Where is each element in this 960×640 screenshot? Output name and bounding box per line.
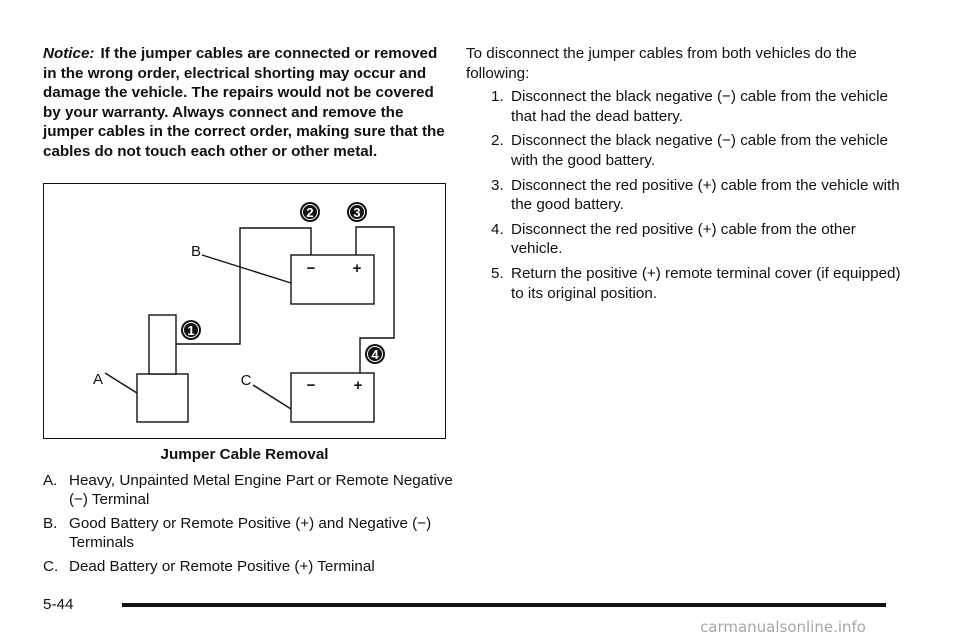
notice-text: If the jumper cables are connected or removed in the wrong order, electrical shorting may occur and damage the vehicle. The repairs would not be covered by your warranty. Always connect and remove the jumper cables in the correct order, making sure that the cables do not touch each other or other metal. [43, 45, 445, 160]
legend-key: C. [43, 558, 59, 576]
notice-label: Notice: [43, 45, 95, 62]
dead-battery-negative-mark: − [306, 377, 316, 394]
legend-text: Dead Battery or Remote Positive (+) Terminal [69, 558, 375, 576]
page-number: 5-44 [43, 596, 74, 613]
callout-2-number: 2 [306, 205, 314, 220]
step-number: 4. [491, 220, 504, 238]
engine-ground-block [137, 374, 188, 422]
step-number: 5. [491, 264, 504, 282]
label-c: C [240, 372, 252, 389]
callout-4 [365, 344, 385, 364]
step-text: Disconnect the red positive (+) cable from the other vehicle. [511, 220, 856, 258]
step-text: Disconnect the black negative (−) cable from the vehicle with the good battery. [511, 132, 888, 169]
step-item [466, 220, 906, 259]
diagram-svg [44, 184, 447, 440]
legend-key: B. [43, 515, 58, 533]
callout-3 [347, 202, 367, 222]
notice-block [43, 44, 453, 162]
legend-key: A. [43, 472, 58, 489]
good-battery-positive-mark: + [352, 260, 362, 277]
watermark: carmanualsonline.info [700, 618, 866, 636]
step-text: Disconnect the black negative (−) cable from the vehicle that had the dead battery. [511, 88, 888, 125]
legend-item [43, 515, 453, 552]
legend-text: Heavy, Unpainted Metal Engine Part or Remote Negative (−) Terminal [69, 472, 453, 508]
callout-4-number: 4 [371, 347, 379, 362]
instructions-steps [466, 87, 906, 303]
good-battery-negative-mark: − [306, 260, 316, 277]
callout-1-number: 1 [187, 323, 195, 338]
jumper-cable-diagram [43, 183, 446, 439]
notice-paragraph [43, 44, 453, 162]
label-b: B [190, 243, 202, 260]
good-battery [291, 255, 374, 304]
step-number: 3. [491, 176, 504, 194]
step-text: Disconnect the red positive (+) cable from the vehicle with the good battery. [511, 176, 900, 214]
step-item [466, 176, 906, 215]
legend-item [43, 558, 453, 577]
leader-b [202, 255, 291, 283]
callout-2 [300, 202, 320, 222]
callout-1 [181, 320, 201, 340]
instructions-block [466, 44, 906, 308]
callout-3-number: 3 [353, 205, 361, 220]
step-number: 1. [491, 88, 504, 106]
step-item [466, 264, 906, 303]
step-text: Return the positive (+) remote terminal cover (if equipped) to its original position. [511, 264, 901, 302]
label-a: A [92, 371, 104, 388]
dead-battery-positive-mark: + [353, 377, 363, 394]
figure-legend [43, 472, 453, 583]
engine-ground-post [149, 315, 176, 374]
step-item [466, 131, 906, 170]
figure-caption: Jumper Cable Removal [160, 446, 329, 463]
footer-rule [122, 603, 886, 607]
leader-a [105, 373, 137, 393]
leader-c [253, 385, 291, 409]
legend-text: Good Battery or Remote Positive (+) and Negative (−) Terminals [69, 515, 432, 551]
step-item [466, 87, 906, 126]
instructions-intro: To disconnect the jumper cables from both vehicles do the following: [466, 45, 857, 82]
step-number: 2. [491, 132, 504, 150]
legend-item [43, 472, 453, 509]
